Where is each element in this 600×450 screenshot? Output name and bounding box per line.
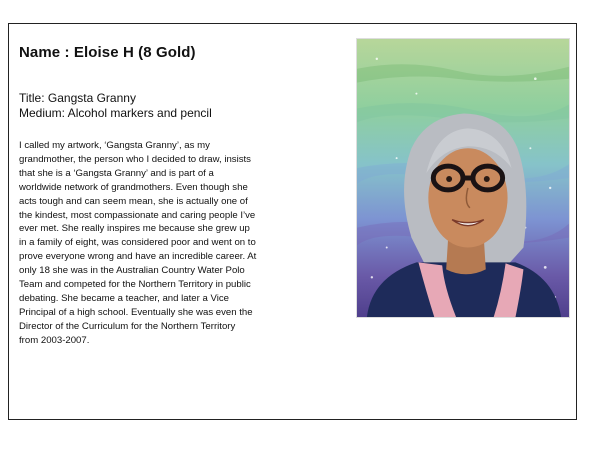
portrait-illustration: [357, 39, 569, 317]
artwork-title: Title: Gangsta Granny: [19, 91, 136, 105]
artwork-meta: [19, 91, 212, 121]
student-name: Name : Eloise H (8 Gold): [19, 44, 196, 61]
artwork-image: [356, 38, 570, 318]
artist-statement: I called my artwork, ‘Gangsta Granny’, as my grandmother, the person who I decided to draw, insists that she is a ‘Gangsta Granny’ and is part of a worldwide network of grandmothers. Even though she acts tough and can seem mean, she is actually one of the kindest, most compassionate and caring people I’ve ever met. She really inspires me because she grew up in a family of eight, was considered poor and went on to prove everyone wrong and have an incredible career. At only 18 she was in the Australian Country Water Polo Team and competed for the Northern Territory in public debating. She became a teacher, and later a Vice Principal of a high school. Eventually she was even the Director of the Curriculum for the Northern Territory from 2003-2007.: [19, 140, 257, 346]
artwork-medium: Medium: Alcohol markers and pencil: [19, 106, 212, 120]
face: [428, 148, 507, 247]
artwork-card: [8, 23, 577, 420]
